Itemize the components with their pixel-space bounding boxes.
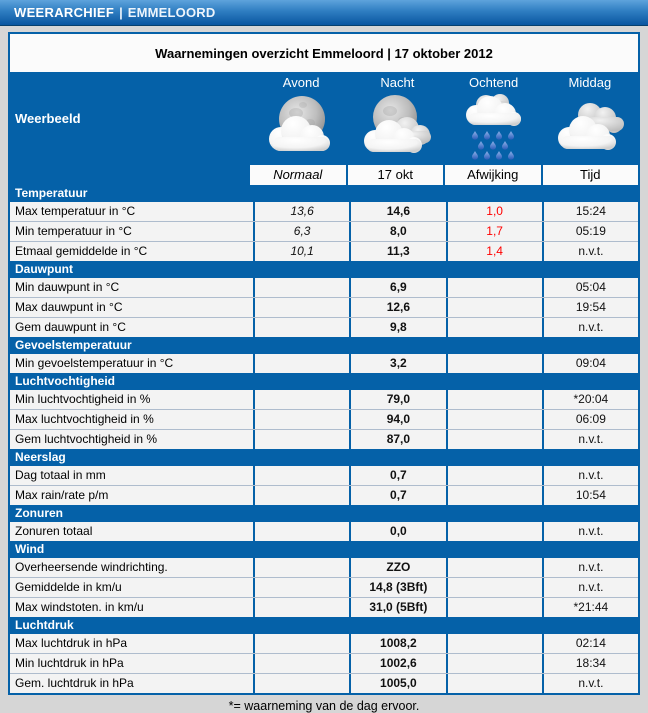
rain-cloud-icon <box>456 91 532 166</box>
tijd-cell: 15:24 <box>542 202 638 221</box>
table-row <box>10 429 638 449</box>
afwijking-cell <box>446 318 542 337</box>
value-cell: 94,0 <box>349 410 445 429</box>
column-header-17okt: 17 okt <box>346 165 444 185</box>
value-cell: 0,7 <box>349 486 445 505</box>
period-label-avond: Avond <box>282 75 320 90</box>
period-ochtend <box>446 72 542 165</box>
afwijking-cell <box>446 598 542 617</box>
row-label-cell: Max windstoten. in km/u <box>15 600 144 614</box>
value-cell: 9,8 <box>349 318 445 337</box>
row-label-cell: Max luchtvochtigheid in % <box>15 412 154 426</box>
normaal-cell <box>253 674 349 693</box>
row-label-cell: Gemiddelde in km/u <box>15 580 122 594</box>
table-row <box>10 390 638 409</box>
normaal-cell <box>253 298 349 317</box>
section-header: Dauwpunt <box>10 261 638 278</box>
tijd-cell: 02:14 <box>542 634 638 653</box>
value-cell: 31,0 (5Bft) <box>349 598 445 617</box>
row-label-cell: Max luchtdruk in hPa <box>15 636 128 650</box>
period-label-nacht: Nacht <box>380 75 415 90</box>
column-header-normaal: Normaal <box>248 165 346 185</box>
row-label-cell: Max rain/rate p/m <box>15 488 109 502</box>
table-row <box>10 558 638 577</box>
weerbeeld-row <box>10 72 638 165</box>
afwijking-cell <box>446 674 542 693</box>
value-cell: 3,2 <box>349 354 445 373</box>
table-row <box>10 485 638 505</box>
tijd-cell: 10:54 <box>542 486 638 505</box>
period-label-ochtend: Ochtend <box>469 75 519 90</box>
table-row <box>10 466 638 485</box>
normaal-cell <box>253 598 349 617</box>
afwijking-cell <box>446 390 542 409</box>
tijd-cell: n.v.t. <box>542 466 638 485</box>
row-label-cell: Overheersende windrichting. <box>15 560 168 574</box>
header-separator: | <box>119 5 123 20</box>
afwijking-cell: 1,0 <box>446 202 542 221</box>
header-location: EMMELOORD <box>127 5 216 20</box>
normaal-cell <box>253 634 349 653</box>
table-row <box>10 241 638 261</box>
normaal-cell <box>253 558 349 577</box>
weerbeeld-label: Weerbeeld <box>15 111 81 126</box>
value-cell: 14,6 <box>349 202 445 221</box>
column-header-tijd: Tijd <box>541 165 639 185</box>
moon-cloud-icon <box>263 91 339 166</box>
value-cell: 6,9 <box>349 278 445 297</box>
table-row <box>10 221 638 241</box>
weather-archive-table <box>8 32 640 695</box>
moon-clouds-icon <box>359 91 435 166</box>
row-label-cell: Gem dauwpunt in °C <box>15 320 126 334</box>
normaal-cell: 10,1 <box>253 242 349 261</box>
value-cell: 79,0 <box>349 390 445 409</box>
period-label-middag: Middag <box>568 75 612 90</box>
table-row <box>10 409 638 429</box>
tijd-cell: 05:19 <box>542 222 638 241</box>
afwijking-cell <box>446 522 542 541</box>
afwijking-cell <box>446 278 542 297</box>
section-header: Luchtdruk <box>10 617 638 634</box>
table-row <box>10 522 638 541</box>
value-cell: 1005,0 <box>349 674 445 693</box>
period-nacht <box>349 72 445 165</box>
normaal-cell <box>253 466 349 485</box>
afwijking-cell <box>446 298 542 317</box>
tijd-cell: n.v.t. <box>542 430 638 449</box>
value-cell: 1002,6 <box>349 654 445 673</box>
column-header-spacer <box>10 165 248 185</box>
value-cell: 12,6 <box>349 298 445 317</box>
tijd-cell: *21:44 <box>542 598 638 617</box>
tijd-cell: 18:34 <box>542 654 638 673</box>
afwijking-cell: 1,4 <box>446 242 542 261</box>
period-avond <box>253 72 349 165</box>
value-cell: 0,0 <box>349 522 445 541</box>
tijd-cell: 05:04 <box>542 278 638 297</box>
value-cell: 87,0 <box>349 430 445 449</box>
table-row <box>10 202 638 221</box>
row-label-cell: Min gevoelstemperatuur in °C <box>15 356 174 370</box>
afwijking-cell <box>446 634 542 653</box>
tijd-cell: n.v.t. <box>542 558 638 577</box>
tijd-cell: n.v.t. <box>542 242 638 261</box>
table-row <box>10 354 638 373</box>
tijd-cell: n.v.t. <box>542 674 638 693</box>
normaal-cell <box>253 278 349 297</box>
row-label-cell: Gem. luchtdruk in hPa <box>15 676 134 690</box>
value-cell: ZZO <box>349 558 445 577</box>
normaal-cell <box>253 654 349 673</box>
value-cell: 11,3 <box>349 242 445 261</box>
normaal-cell <box>253 390 349 409</box>
table-row <box>10 317 638 337</box>
row-label-cell: Gem luchtvochtigheid in % <box>15 432 158 446</box>
afwijking-cell <box>446 466 542 485</box>
table-title: Waarnemingen overzicht Emmeloord | 17 oktober 2012 <box>10 34 638 72</box>
row-label-cell: Min dauwpunt in °C <box>15 280 120 294</box>
tijd-cell: *20:04 <box>542 390 638 409</box>
value-cell: 8,0 <box>349 222 445 241</box>
app-header-bar <box>0 0 648 26</box>
normaal-cell <box>253 522 349 541</box>
row-label-cell: Max dauwpunt in °C <box>15 300 123 314</box>
afwijking-cell <box>446 578 542 597</box>
row-label-cell: Min luchtvochtigheid in % <box>15 392 151 406</box>
footnote: *= waarneming van de dag ervoor. <box>228 699 420 713</box>
afwijking-cell: 1,7 <box>446 222 542 241</box>
table-row <box>10 577 638 597</box>
table-row <box>10 297 638 317</box>
row-label-cell: Max temperatuur in °C <box>15 204 136 218</box>
app-title: WEERARCHIEF <box>14 5 115 20</box>
row-label-cell: Min temperatuur in °C <box>15 224 132 238</box>
normaal-cell <box>253 430 349 449</box>
row-label-cell: Etmaal gemiddelde in °C <box>15 244 148 258</box>
afwijking-cell <box>446 430 542 449</box>
table-row <box>10 673 638 693</box>
normaal-cell <box>253 318 349 337</box>
normaal-cell <box>253 486 349 505</box>
column-header-row <box>10 165 638 185</box>
section-header: Wind <box>10 541 638 558</box>
table-row <box>10 653 638 673</box>
sections-container <box>10 185 638 693</box>
normaal-cell: 13,6 <box>253 202 349 221</box>
tijd-cell: n.v.t. <box>542 522 638 541</box>
afwijking-cell <box>446 354 542 373</box>
tijd-cell: 19:54 <box>542 298 638 317</box>
normaal-cell: 6,3 <box>253 222 349 241</box>
row-label-cell: Zonuren totaal <box>15 524 93 538</box>
table-row <box>10 634 638 653</box>
row-label-cell: Min luchtdruk in hPa <box>15 656 124 670</box>
period-middag <box>542 72 638 165</box>
section-header: Temperatuur <box>10 185 638 202</box>
section-header: Luchtvochtigheid <box>10 373 638 390</box>
value-cell: 0,7 <box>349 466 445 485</box>
value-cell: 14,8 (3Bft) <box>349 578 445 597</box>
normaal-cell <box>253 578 349 597</box>
afwijking-cell <box>446 654 542 673</box>
table-row <box>10 597 638 617</box>
afwijking-cell <box>446 558 542 577</box>
clouds-icon <box>552 91 628 166</box>
tijd-cell: 06:09 <box>542 410 638 429</box>
table-row <box>10 278 638 297</box>
section-header: Neerslag <box>10 449 638 466</box>
tijd-cell: n.v.t. <box>542 318 638 337</box>
tijd-cell: 09:04 <box>542 354 638 373</box>
section-header: Zonuren <box>10 505 638 522</box>
normaal-cell <box>253 410 349 429</box>
afwijking-cell <box>446 486 542 505</box>
value-cell: 1008,2 <box>349 634 445 653</box>
section-header: Gevoelstemperatuur <box>10 337 638 354</box>
column-header-afwijking: Afwijking <box>443 165 541 185</box>
afwijking-cell <box>446 410 542 429</box>
row-label-cell: Dag totaal in mm <box>15 468 106 482</box>
tijd-cell: n.v.t. <box>542 578 638 597</box>
normaal-cell <box>253 354 349 373</box>
